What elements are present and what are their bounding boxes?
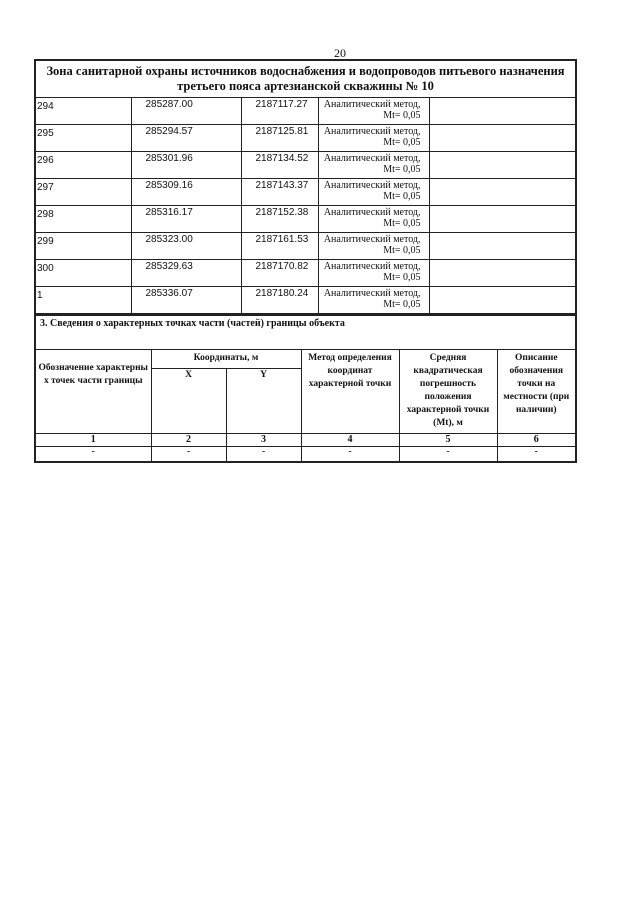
method-cell (318, 179, 429, 206)
coordinates-table (34, 59, 577, 314)
page-number: 20 (334, 46, 346, 60)
header-coords: Координаты, м (151, 350, 301, 369)
method-cell (318, 125, 429, 152)
method-cell (318, 152, 429, 179)
table-row (35, 125, 576, 152)
table-row (35, 152, 576, 179)
table-row (35, 98, 576, 125)
y-coordinate: 2187180.24 (241, 287, 318, 314)
x-coordinate: 285287.00 (131, 98, 241, 125)
accuracy-text: Mt= 0,05 (383, 191, 421, 202)
table-row (35, 206, 576, 233)
y-coordinate: 2187170.82 (241, 260, 318, 287)
point-number: 297 (35, 179, 131, 206)
method-text: Аналитический метод, (323, 99, 421, 110)
point-number: 299 (35, 233, 131, 260)
x-coordinate: 285316.17 (131, 206, 241, 233)
col-number: 5 (399, 434, 497, 447)
method-cell (318, 233, 429, 260)
x-coordinate: 285329.63 (131, 260, 241, 287)
table-row (35, 287, 576, 314)
method-cell (318, 98, 429, 125)
description-cell (429, 98, 576, 125)
col-number: 6 (497, 434, 576, 447)
header-designation: Обозначение характерны х точек части границы (35, 350, 151, 434)
x-coordinate: 285301.96 (131, 152, 241, 179)
description-cell (429, 206, 576, 233)
description-cell (429, 125, 576, 152)
table-row (35, 179, 576, 206)
method-text: Аналитический метод, (323, 288, 421, 299)
table-title: Зона санитарной охраны источников водоснабжения и водопроводов питьевого назначения третьего пояса артезианской скважины № 10 (35, 60, 576, 98)
method-text: Аналитический метод, (323, 126, 421, 137)
accuracy-text: Mt= 0,05 (383, 245, 421, 256)
x-coordinate: 285336.07 (131, 287, 241, 314)
description-cell (429, 233, 576, 260)
point-number: 298 (35, 206, 131, 233)
y-coordinate: 2187134.52 (241, 152, 318, 179)
method-cell (318, 260, 429, 287)
method-cell (318, 287, 429, 314)
header-description: Описание обозначения точки на местности (при наличии) (497, 350, 576, 434)
point-number: 294 (35, 98, 131, 125)
document-table-block (34, 59, 575, 463)
coordinates-rows (35, 98, 576, 314)
point-number: 1 (35, 287, 131, 314)
y-coordinate: 2187143.37 (241, 179, 318, 206)
y-coordinate: 2187117.27 (241, 98, 318, 125)
accuracy-text: Mt= 0,05 (383, 137, 421, 148)
empty-cell: - (226, 447, 301, 463)
description-cell (429, 152, 576, 179)
empty-cell: - (301, 447, 399, 463)
header-x: X (151, 369, 226, 434)
section3-table (34, 314, 577, 463)
method-text: Аналитический метод, (323, 153, 421, 164)
method-cell (318, 206, 429, 233)
accuracy-text: Mt= 0,05 (383, 164, 421, 175)
method-text: Аналитический метод, (323, 261, 421, 272)
point-number: 300 (35, 260, 131, 287)
x-coordinate: 285323.00 (131, 233, 241, 260)
header-y: Y (226, 369, 301, 434)
y-coordinate: 2187125.81 (241, 125, 318, 152)
col-number: 3 (226, 434, 301, 447)
point-number: 296 (35, 152, 131, 179)
empty-cell: - (497, 447, 576, 463)
method-text: Аналитический метод, (323, 234, 421, 245)
empty-cell: - (399, 447, 497, 463)
col-number: 4 (301, 434, 399, 447)
description-cell (429, 287, 576, 314)
accuracy-text: Mt= 0,05 (383, 110, 421, 121)
header-method: Метод определения координат характерной точки (301, 350, 399, 434)
point-number: 295 (35, 125, 131, 152)
y-coordinate: 2187152.38 (241, 206, 318, 233)
method-text: Аналитический метод, (323, 180, 421, 191)
accuracy-text: Mt= 0,05 (383, 299, 421, 310)
header-accuracy: Средняя квадратическая погрешность положения характерной точки (Mt), м (399, 350, 497, 434)
empty-cell: - (35, 447, 151, 463)
section3-title: 3. Сведения о характерных точках части (частей) границы объекта (35, 315, 576, 350)
accuracy-text: Mt= 0,05 (383, 218, 421, 229)
x-coordinate: 285309.16 (131, 179, 241, 206)
method-text: Аналитический метод, (323, 207, 421, 218)
table-row (35, 233, 576, 260)
x-coordinate: 285294.57 (131, 125, 241, 152)
description-cell (429, 179, 576, 206)
col-number: 1 (35, 434, 151, 447)
table-row (35, 260, 576, 287)
col-number: 2 (151, 434, 226, 447)
empty-cell: - (151, 447, 226, 463)
description-cell (429, 260, 576, 287)
y-coordinate: 2187161.53 (241, 233, 318, 260)
accuracy-text: Mt= 0,05 (383, 272, 421, 283)
